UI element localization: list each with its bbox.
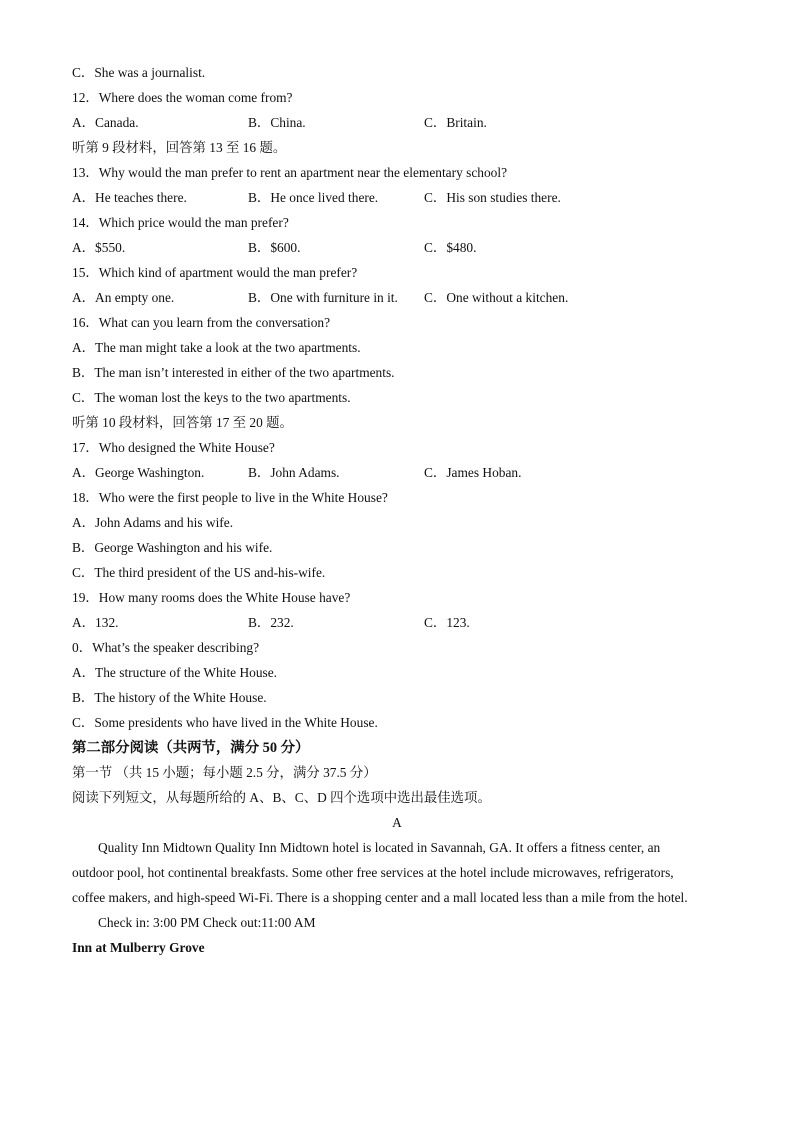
q12-option-a: A．Canada. [72,115,139,130]
passage-letter: A [392,815,402,830]
q18-question: 18．Who were the first people to live in the White House? [72,490,388,505]
q14-option-a: A．$550. [72,240,126,255]
q16-option-c: C．The woman lost the keys to the two apartments. [72,390,351,405]
q20-option-b: B．The history of the White House. [72,690,267,705]
q11-option-c: C．She was a journalist. [72,65,206,80]
q13-question: 13．Why would the man prefer to rent an apartment near the elementary school? [72,165,508,180]
q12-option-c: C．Britain. [424,115,487,130]
q17-option-a: A．George Washington. [72,465,205,480]
q12-option-b: B．China. [248,115,306,130]
q19-option-b: B．232. [248,615,294,630]
q13-options [72,187,632,209]
q16-option-b: B．The man isn’t interested in either of the two apartments. [72,365,395,380]
q17-options [72,462,632,484]
q17-option-c: C．James Hoban. [424,465,522,480]
q14-option-b: B．$600. [248,240,301,255]
passage-line-2: outdoor pool, hot continental breakfasts. Some other free services at the hotel include microwaves, refrigerators, [72,865,674,880]
q18-option-b: B．George Washington and his wife. [72,540,273,555]
q19-option-c: C．123. [424,615,470,630]
passage-line-1: Quality Inn Midtown Quality Inn Midtown hotel is located in Savannah, GA. It offers a fitness center, an [98,840,661,855]
q20-option-a: A．The structure of the White House. [72,665,278,680]
reading-instruction: 阅读下列短文，从每题所给的 A、B、C、D 四个选项中选出最佳选项。 [72,790,491,805]
q13-option-a: A．He teaches there. [72,190,187,205]
q16-question: 16．What can you learn from the conversation? [72,315,331,330]
q17-option-b: B．John Adams. [248,465,340,480]
part-two-heading: 第二部分阅读（共两节，满分 50 分） [72,740,310,756]
check-times: Check in: 3:00 PM Check out:11:00 AM [98,915,316,930]
q12-question: 12．Where does the woman come from? [72,90,293,105]
q16-option-a: A．The man might take a look at the two apartments. [72,340,361,355]
q15-option-c: C．One without a kitchen. [424,290,569,305]
q13-option-b: B．He once lived there. [248,190,379,205]
passage-line-3: coffee makers, and high-speed Wi-Fi. There is a shopping center and a mall located less than a mile from the hotel. [72,890,688,905]
q19-question: 19．How many rooms does the White House have? [72,590,351,605]
q18-option-a: A．John Adams and his wife. [72,515,234,530]
q20-question: 0．What’s the speaker describing? [72,640,260,655]
q14-question: 14．Which price would the man prefer? [72,215,289,230]
q13-option-c: C．His son studies there. [424,190,561,205]
q20-option-c: C．Some presidents who have lived in the White House. [72,715,378,730]
q15-options [72,287,632,309]
q15-question: 15．Which kind of apartment would the man prefer? [72,265,358,280]
section-one-line: 第一节 （共 15 小题；每小题 2.5 分，满分 37.5 分） [72,765,377,780]
q18-option-c: C．The third president of the US and-his-wife. [72,565,326,580]
next-hotel-title: Inn at Mulberry Grove [72,940,205,955]
q14-options [72,237,632,259]
q15-option-b: B．One with furniture in it. [248,290,398,305]
section10-intro: 听第 10 段材料，回答第 17 至 20 题。 [72,415,293,430]
q14-option-c: C．$480. [424,240,477,255]
q12-options [72,112,632,134]
section9-intro: 听第 9 段材料，回答第 13 至 16 题。 [72,140,287,155]
q15-option-a: A．An empty one. [72,290,175,305]
q19-options [72,612,632,634]
q19-option-a: A．132. [72,615,119,630]
q17-question: 17．Who designed the White House? [72,440,275,455]
